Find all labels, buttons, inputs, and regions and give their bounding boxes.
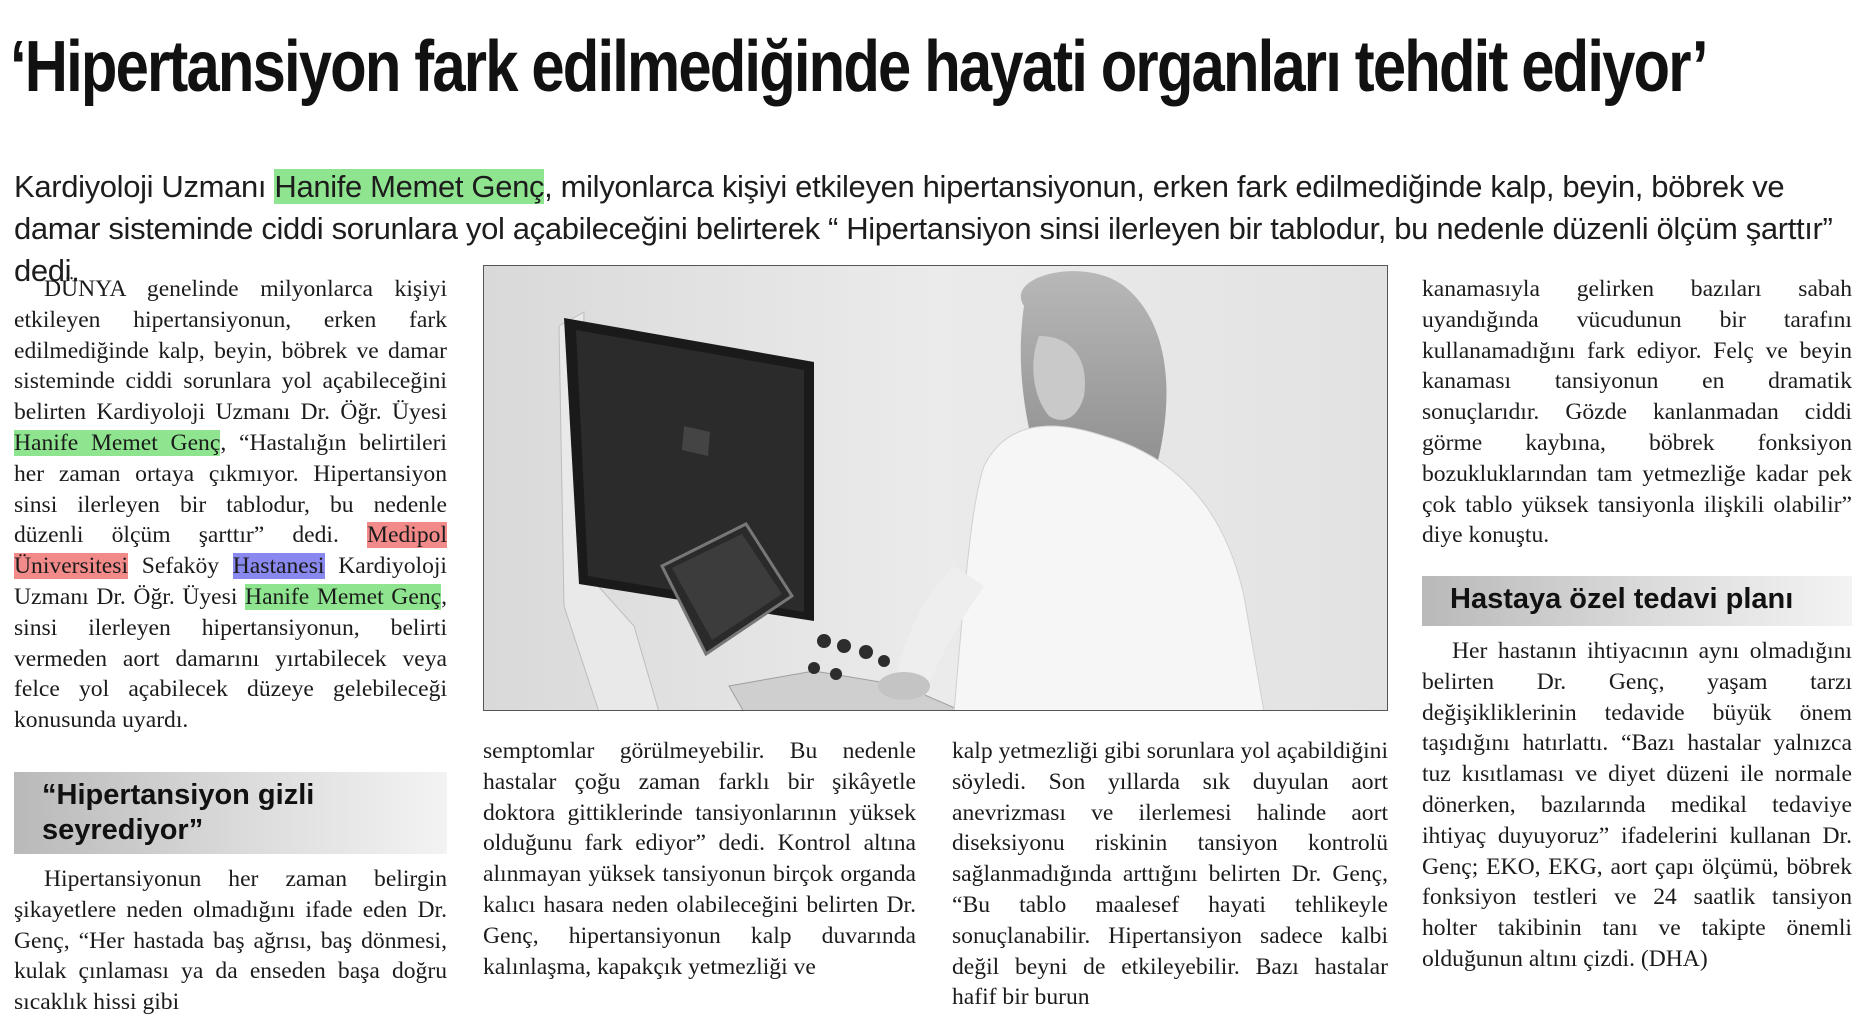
- subheading-personal-treatment: Hastaya özel tedavi planı: [1422, 576, 1852, 626]
- lede-text-before: Kardiyoloji Uzmanı: [14, 169, 275, 204]
- column-3: [952, 736, 1388, 1013]
- col2-paragraph: semptomlar görülmeyebilir. Bu nedenle hastalar çoğu zaman farklı bir şikâyetle doktora gittiklerinde tansiyonlarının yüksek olduğunu fark ediyor” dedi. Kontrol altına alınmayan yüksek tansiyonun birçok organda kalıcı hasara neden olabileceğini belirten Dr. Genç, hipertansiyonun kalp duvarında kalınlaşma, kapakçık yetmezliği ve: [483, 738, 916, 980]
- highlight-name: Hanife Memet Genç: [14, 429, 221, 456]
- article-photo: [483, 265, 1388, 711]
- body-text: DÜNYA genelinde milyonlarca kişiyi etkileyen hipertansiyonun, erken fark edilmediğinde kalp, beyin, böbrek ve damar sisteminde ciddi sorunlara yol açabileceğini belirten Kardiyoloji Uzmanı Dr. Öğr. Üyesi: [14, 276, 447, 426]
- body-text: Kardiyoloji Uzmanı Dr. Öğr. Üyesi: [14, 553, 447, 610]
- highlight-name: Hanife Memet Genç: [274, 169, 545, 204]
- column-4-continued: [1422, 636, 1852, 975]
- lede-text-after: , milyonlarca kişiyi etkileyen hipertansiyonun, erken fark edilmediğinde kalp, beyin, böbrek ve damar sisteminde ciddi sorunlara yol açabileceğini belirterek “ Hipertansiyon sinsi ilerleyen bir tablodur, bu nedenle düzenli ölçüm şarttır” dedi.: [14, 169, 1833, 288]
- highlight-name: Hanife Memet Genç: [245, 583, 442, 610]
- subheading-hidden-course: “Hipertansiyon gizli seyrediyor”: [14, 772, 447, 854]
- column-1-continued: [14, 864, 447, 1018]
- column-2: [483, 736, 916, 982]
- highlight-organization: Hastanesi: [232, 553, 325, 580]
- photo-doctor-ultrasound: [484, 266, 1388, 711]
- headline: ‘Hipertansiyon fark edilmediğinde hayati organları tehdit ediyor’: [10, 27, 1707, 107]
- col4-paragraph-1: kanamasıyla gelirken bazıları sabah uyandığında vücudunun bir tarafını kullanamadığını fark ediyor. Felç ve beyin kanaması tansiyonun en dramatik sonuçlarıdır. Gözde kanlanmadan ciddi görme kaybına, böbrek fonksiyon bozukluklarından tam yetmezliğe kadar pek çok tablo yüksek tansiyonla ilişkili olabilir” diye konuştu.: [1422, 276, 1852, 549]
- col1-paragraph-2: Hipertansiyonun her zaman belirgin şikayetlere neden olmadığını ifade eden Dr. Genç, “Her hastada baş ağrısı, baş dönmesi, kulak çınlaması ya da enseden başa doğru sıcaklık hissi gibi: [14, 866, 447, 1016]
- col3-paragraph: kalp yetmezliği gibi sorunlara yol açabildiğini söyledi. Son yıllarda sık duyulan aort anevrizması ve ilerlemesi halinde aort diseksiyonu riskinin tansiyon kontrolü sağlanmadığında arttığını belirten Dr. Genç, “Bu tablo maalesef hayati tehlikeyle sonuçlanabilir. Hipertansiyon sadece kalbi değil beyni de etkileyebilir. Bazı hastalar hafif bir burun: [952, 738, 1388, 1011]
- col4-paragraph-2: Her hastanın ihtiyacının aynı olmadığını belirten Dr. Genç, yaşam tarzı değişikliklerinin tedavide büyük önem taşıdığını hatırlattı. “Bazı hastalar yalnızca tuz kısıtlaması ve diyet düzeni ile normale dönerken, bazılarında medikal tedaviye ihtiyaç duyuyoruz” ifadelerini kullanan Dr. Genç; EKO, EKG, aort çapı ölçümü, böbrek fonksiyon testleri ve 24 saatlik tansiyon holter takibinin tanı ve takipte önemli olduğunun altını çizdi. (DHA): [1422, 638, 1852, 972]
- highlight-organization: Medipol Üniversitesi: [14, 522, 447, 580]
- body-text: , sinsi ilerleyen hipertansiyonun, belirti vermeden aort damarını yırtabilecek veya felce yol açabilecek düzeye gelebileceği konusunda uyardı.: [14, 583, 447, 734]
- column-4: [1422, 274, 1852, 551]
- col1-paragraph-1: [14, 274, 447, 736]
- body-text: Sefaköy: [128, 553, 233, 580]
- column-1: [14, 274, 447, 736]
- body-text: , “Hastalığın belirtileri her zaman ortaya çıkmıyor. Hipertansiyon sinsi ilerleyen bir tablodur, bu nedenle düzenli ölçüm şarttır” dedi.: [14, 429, 447, 549]
